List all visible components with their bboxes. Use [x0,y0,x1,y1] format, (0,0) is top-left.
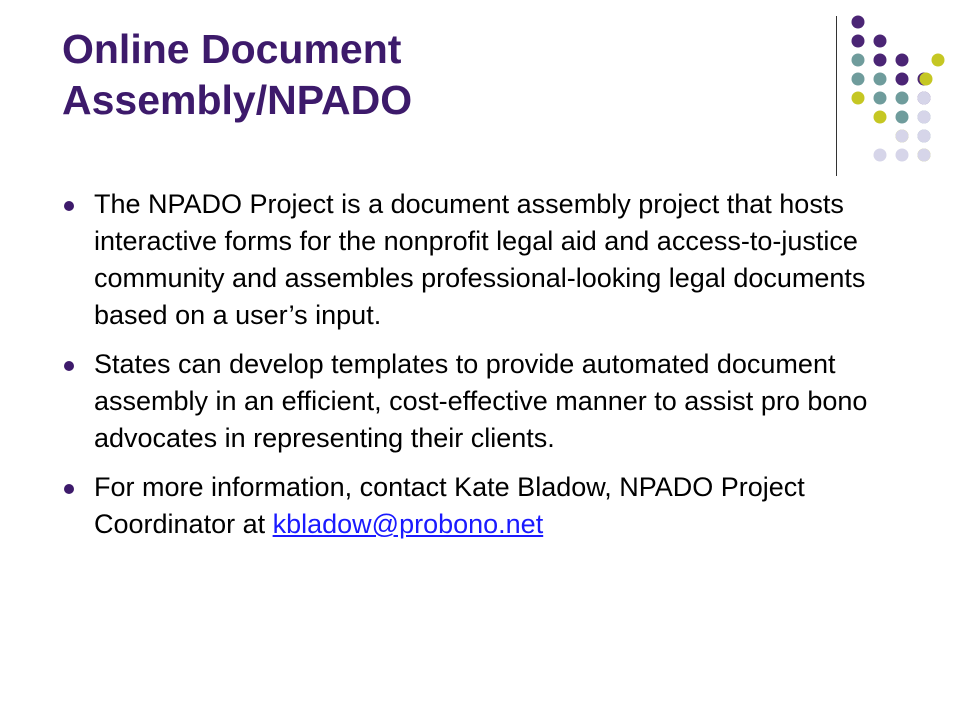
bullet-item-2 [62,346,922,457]
bullet-list [62,186,922,555]
decorative-dot [918,92,931,105]
decorative-dot [874,149,887,162]
decorative-dot [852,35,865,48]
decorative-dot [874,73,887,86]
bullet-item-3 [62,469,922,543]
decorative-dot [896,130,909,143]
decorative-dot [896,73,909,86]
decorative-dot [896,92,909,105]
bullet-marker [64,201,74,211]
decorative-dot [918,130,931,143]
decorative-dot [852,16,865,29]
decorative-dot [874,35,887,48]
decorative-dot [852,73,865,86]
decorative-dot [932,54,945,67]
decorative-dot [918,111,931,124]
bullet-text-1: The NPADO Project is a document assembly project that hosts interactive forms for the nonprofit legal aid and access-to-justice community and assembles professional-looking legal documents based on a user’s input. [94,189,866,330]
bullet-marker [64,484,74,494]
bullet-marker [64,361,74,371]
decorative-dot [874,92,887,105]
bullet-text-2: States can develop templates to provide automated document assembly in an efficient, cost-effective manner to assist pro bono advocates in representing their clients. [94,349,868,453]
decorative-dot [920,73,933,86]
decorative-dot [852,54,865,67]
decorative-dot [896,111,909,124]
slide-title-line-1: Online Document [62,26,402,72]
decorative-dot [918,149,931,162]
decorative-dot [852,92,865,105]
decorative-dot [896,149,909,162]
decorative-dot [874,54,887,67]
slide-title-line-2: Assembly/NPADO [62,77,413,123]
decorative-dot [896,54,909,67]
email-link[interactable]: kbladow@probono.net [272,509,544,539]
bullet-item-1 [62,186,922,334]
decorative-dot [874,111,887,124]
bullet-text-3: For more information, contact Kate Bladow, NPADO Project Coordinator at [94,472,805,539]
